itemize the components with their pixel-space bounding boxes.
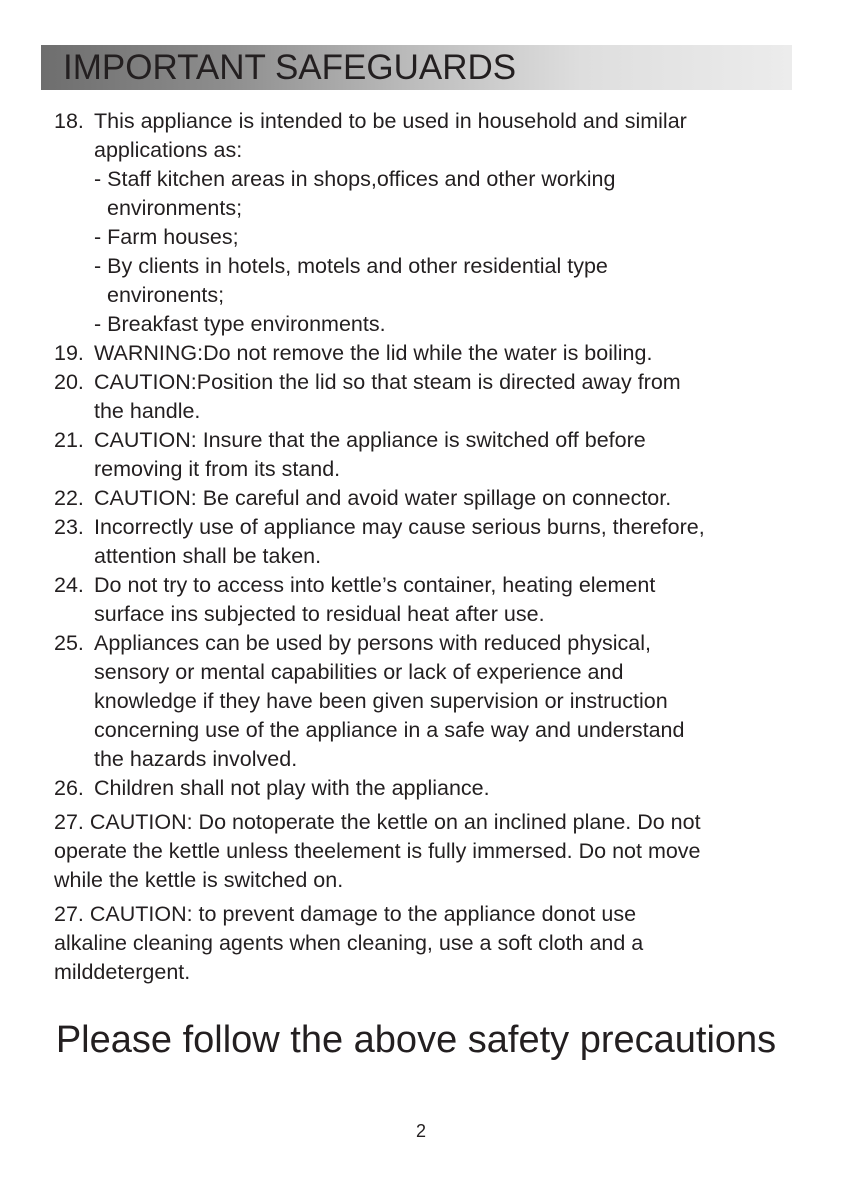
item-text [94, 774, 794, 803]
text-line: WARNING:Do not remove the lid while the water is boiling. [94, 341, 653, 365]
list-item [54, 339, 794, 368]
list-item [54, 368, 794, 426]
sub-item: - Staff kitchen areas in shops,offices and other working [94, 167, 616, 191]
text-line: the hazards involved. [94, 747, 298, 771]
item-text [94, 513, 794, 571]
text-line: concerning use of the appliance in a safe way and understand [94, 718, 685, 742]
sub-item: - Breakfast type environments. [94, 312, 386, 336]
item-text [94, 107, 794, 339]
text-line: Do not try to access into kettle’s container, heating element [94, 573, 656, 597]
section-title: IMPORTANT SAFEGUARDS [63, 48, 517, 87]
text-line: removing it from its stand. [94, 457, 341, 481]
sub-item-continuation: environents; [107, 283, 225, 307]
text-line: CAUTION: Be careful and avoid water spillage on connector. [94, 486, 672, 510]
text-line: attention shall be taken. [94, 544, 322, 568]
text-line: 27. CAUTION: Do notoperate the kettle on an inclined plane. Do not [54, 810, 701, 834]
list-item [54, 513, 794, 571]
closing-note: Please follow the above safety precautions [55, 1019, 777, 1061]
item-number: 22. [54, 486, 84, 510]
item-number: 20. [54, 370, 84, 394]
item-text [94, 339, 794, 368]
text-line: operate the kettle unless theelement is fully immersed. Do not move [54, 839, 701, 863]
item-text [94, 368, 794, 426]
text-line: CAUTION: Insure that the appliance is switched off before [94, 428, 646, 452]
caution-paragraph [54, 808, 794, 895]
sub-item: - Farm houses; [94, 225, 239, 249]
item-number: 21. [54, 428, 84, 452]
text-line: the handle. [94, 399, 201, 423]
item-number: 25. [54, 631, 84, 655]
sub-item: - By clients in hotels, motels and other residential type [94, 254, 608, 278]
list-item [54, 484, 794, 513]
item-text [94, 484, 794, 513]
text-line: 27. CAUTION: to prevent damage to the appliance donot use [54, 902, 637, 926]
list-item [54, 571, 794, 629]
item-text [94, 629, 794, 774]
page-number: 2 [415, 1121, 426, 1141]
text-line: Children shall not play with the appliance. [94, 776, 490, 800]
item-number: 19. [54, 341, 84, 365]
text-line: applications as: [94, 138, 243, 162]
safeguards-list [54, 107, 794, 987]
text-line: CAUTION:Position the lid so that steam is directed away from [94, 370, 681, 394]
text-line: while the kettle is switched on. [54, 868, 344, 892]
text-line: sensory or mental capabilities or lack of experience and [94, 660, 624, 684]
item-number: 23. [54, 515, 84, 539]
text-line: alkaline cleaning agents when cleaning, use a soft cloth and a [54, 931, 644, 955]
text-line: This appliance is intended to be used in household and similar [94, 109, 687, 133]
text-line: surface ins subjected to residual heat after use. [94, 602, 545, 626]
sub-item-continuation: environments; [107, 196, 243, 220]
list-item [54, 426, 794, 484]
caution-paragraph [54, 900, 794, 987]
text-line: knowledge if they have been given supervision or instruction [94, 689, 668, 713]
item-text [94, 571, 794, 629]
item-number: 26. [54, 776, 84, 800]
item-number: 18. [54, 109, 84, 133]
item-number: 24. [54, 573, 84, 597]
list-item [54, 107, 794, 339]
section-header-bar [41, 45, 792, 90]
text-line: milddetergent. [54, 960, 191, 984]
item-text [94, 426, 794, 484]
text-line: Incorrectly use of appliance may cause serious burns, therefore, [94, 515, 705, 539]
list-item [54, 629, 794, 774]
list-item [54, 774, 794, 803]
text-line: Appliances can be used by persons with reduced physical, [94, 631, 651, 655]
